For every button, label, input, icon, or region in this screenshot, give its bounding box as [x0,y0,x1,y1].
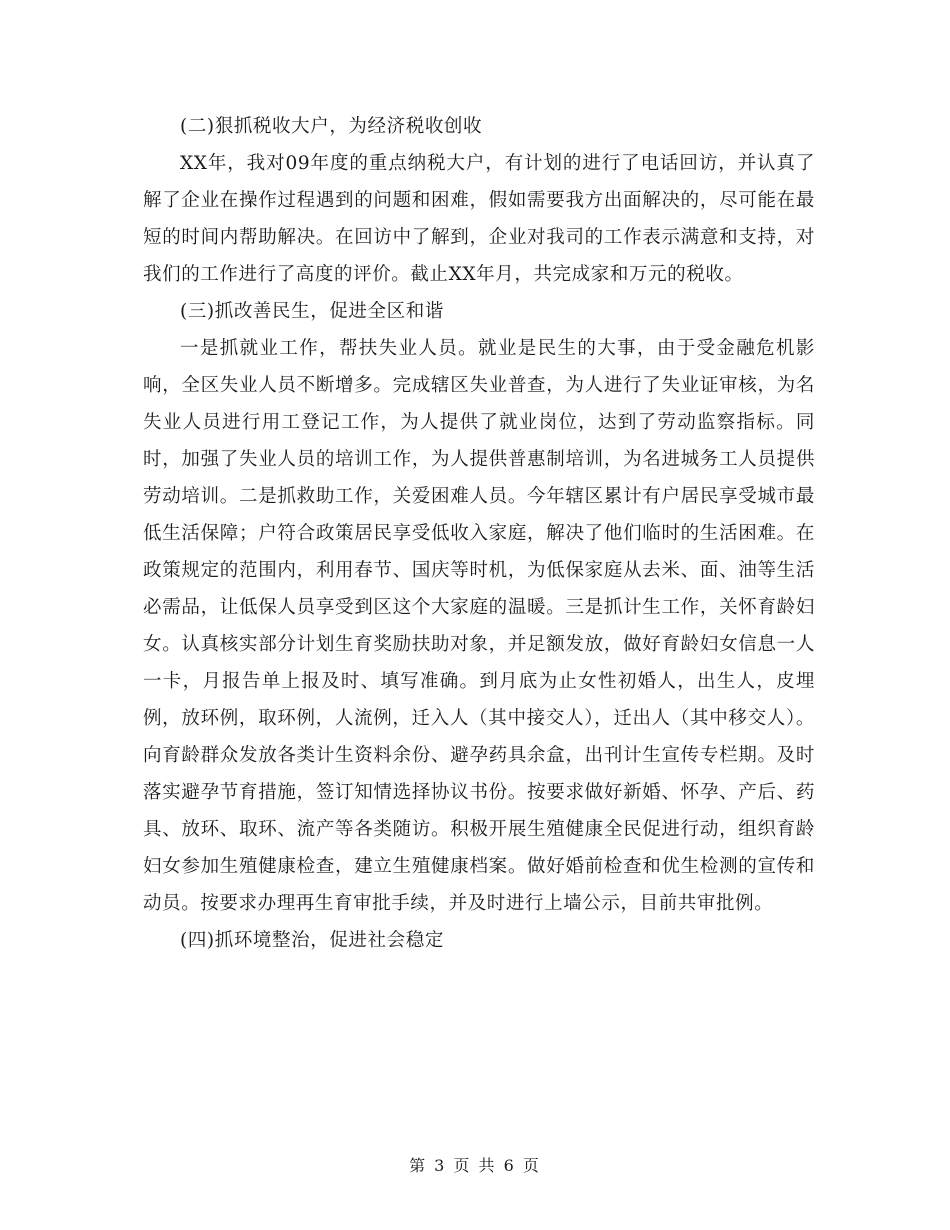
section-heading-3: (三)抓改善民生，促进全区和谐 [180,301,444,322]
section-heading-2: (二)狠抓税收大户，为经济税收创收 [180,116,483,137]
section-2-paragraph: XX年，我对09年度的重点纳税大户，有计划的进行了电话回访，并认真了解了企业在操作过程遇到的问题和困难，假如需要我方出面解决的，尽可能在最短的时间内帮助解决。在回访中了解到，企业对我司的工作表示满意和支持，对我们的工作进行了高度的评价。截止XX年月，共完成家和万元的税收。 [143,153,815,285]
document-body [143,108,815,959]
page-footer: 第 3 页 共 6 页 [409,1156,541,1175]
section-3-paragraph: 一是抓就业工作，帮扶失业人员。就业是民生的大事，由于受金融危机影响，全区失业人员不断增多。完成辖区失业普查，为人进行了失业证审核，为名失业人员进行用工登记工作，为人提供了就业岗位，达到了劳动监察指标。同时，加强了失业人员的培训工作，为人提供普惠制培训，为名进城务工人员提供劳动培训。二是抓救助工作，关爱困难人员。今年辖区累计有户居民享受城市最低生活保障；户符合政策居民享受低收入家庭，解决了他们临时的生活困难。在政策规定的范围内，利用春节、国庆等时机，为低保家庭从去米、面、油等生活必需品，让低保人员享受到区这个大家庭的温暖。三是抓计生工作，关怀育龄妇女。认真核实部分计划生育奖励扶助对象，并足额发放，做好育龄妇女信息一人一卡，月报告单上报及时、填写准确。到月底为止女性初婚人，出生人，皮埋例，放环例，取环例，人流例，迁入人（其中接交人），迁出人（其中移交人）。向育龄群众发放各类计生资料余份、避孕药具余盒，出刊计生宣传专栏期。及时落实避孕节育措施，签订知情选择协议书份。按要求做好新婚、怀孕、产后、药具、放环、取环、流产等各类随访。积极开展生殖健康全民促进行动，组织育龄妇女参加生殖健康检查，建立生殖健康档案。做好婚前检查和优生检测的宣传和动员。按要求办理再生育审批手续，并及时进行上墙公示，目前共审批例。 [143,338,815,914]
section-heading-4: (四)抓环境整治，促进社会稳定 [180,930,444,951]
